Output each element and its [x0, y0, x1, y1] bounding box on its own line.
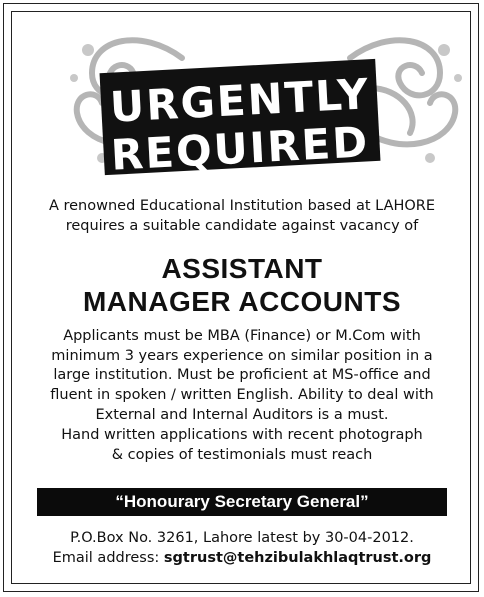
intro-line-2: requires a suitable candidate against vacancy of — [65, 218, 419, 234]
requirement-line: fluent in spoken / written English. Ability to deal with — [50, 387, 434, 403]
requirement-line: large institution. Must be proficient at MS-office and — [53, 367, 431, 383]
recipient-bar: “Honourary Secretary General” — [37, 488, 447, 516]
requirement-line: minimum 3 years experience on similar position in a — [51, 348, 433, 364]
email-label: Email address: — [52, 550, 160, 566]
address-line: P.O.Box No. 3261, Lahore latest by 30-04-2012. — [70, 530, 414, 546]
position-title-line-1: ASSISTANT — [161, 253, 323, 284]
requirement-line: & copies of testimonials must reach — [111, 447, 373, 463]
requirement-line: Applicants must be MBA (Finance) or M.Com with — [63, 328, 421, 344]
position-title-line-2: MANAGER ACCOUNTS — [82, 286, 402, 317]
urgently-required-banner — [92, 56, 388, 178]
requirement-line: External and Internal Auditors is a must. — [95, 407, 389, 423]
email-line — [20, 548, 464, 568]
banner-line-2: REQUIRED — [109, 117, 371, 180]
banner-line-1: URGENTLY — [108, 69, 372, 132]
intro-line-1: A renowned Educational Institution based at LAHORE — [48, 198, 436, 214]
email-address-link[interactable]: sgtrust@tehzibulakhlaqtrust.org — [163, 550, 432, 566]
requirement-line: Hand written applications with recent photograph — [61, 427, 423, 443]
